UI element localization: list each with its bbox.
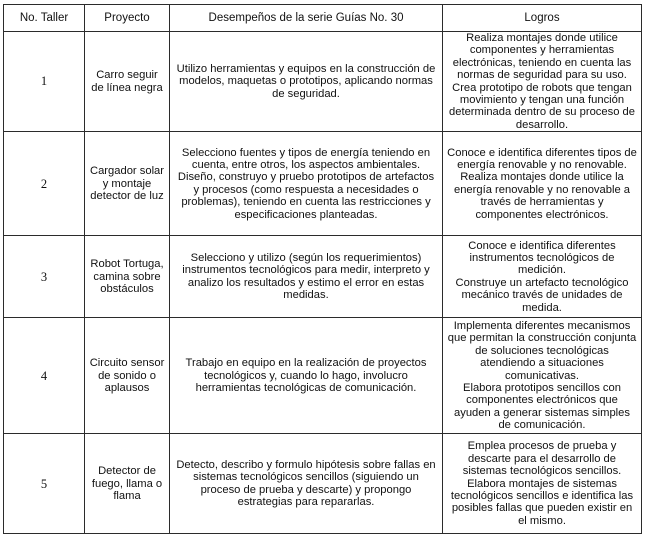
achievements-cell — [443, 434, 642, 534]
achievement-text: Elabora montajes de sistemas tecnológicos sencillos e identifica las posibles fallas que pueden existir en el mismo. — [450, 477, 634, 527]
performance-cell — [170, 32, 443, 132]
achievement-text: Realiza montajes donde utilice componentes y herramientas electrónicas, teniendo en cuenta las normas de seguridad para su uso. — [452, 32, 632, 82]
performance-cell — [170, 318, 443, 434]
workshop-number: 4 — [4, 318, 85, 434]
project-name: Circuito sensor de sonido o aplausos — [85, 318, 170, 434]
achievements-cell — [443, 132, 642, 236]
header-row — [4, 5, 642, 32]
header-no: No. Taller — [4, 5, 85, 32]
workshop-number: 1 — [4, 32, 85, 132]
performance-text: Selecciono fuentes y tipos de energía teniendo en cuenta, entre otros, los aspectos ambientales. — [181, 146, 431, 171]
table-row — [4, 434, 642, 534]
performance-cell — [170, 132, 443, 236]
table-row — [4, 32, 642, 132]
achievement-text: Emplea procesos de prueba y descarte para el desarrollo de sistemas tecnológicos sencillos. — [462, 440, 622, 478]
header-achievements: Logros — [443, 5, 642, 32]
achievement-text: Conoce e identifica diferentes tipos de energía renovable y no renovable. — [447, 146, 637, 171]
achievements-cell — [443, 318, 642, 434]
workshop-number: 3 — [4, 236, 85, 318]
performance-text: Utilizo herramientas y equipos en la construcción de modelos, maquetas o prototipos, aplicando normas de seguridad. — [176, 63, 436, 100]
achievement-text: Conoce e identifica diferentes instrumentos tecnológicos de medición. — [468, 239, 616, 277]
project-name: Cargador solar y montaje detector de luz — [85, 132, 170, 236]
performance-cell — [170, 236, 443, 318]
table-row — [4, 132, 642, 236]
workshop-number: 2 — [4, 132, 85, 236]
performance-text: Diseño, construyo y pruebo prototipos de artefactos y procesos (como respuesta a necesidades o problemas), teniendo en cuenta las restricciones y especificaciones planteadas. — [177, 171, 435, 221]
header-project: Proyecto — [85, 5, 170, 32]
curriculum-table — [3, 4, 642, 534]
workshop-number: 5 — [4, 434, 85, 534]
achievements-cell — [443, 32, 642, 132]
performance-text: Selecciono y utilizo (según los requerimientos) instrumentos tecnológicos para medir, interpreto y analizo los resultados y estimo el error en estas medidas. — [182, 251, 430, 302]
achievement-text: Elabora prototipos sencillos con componentes electrónicos que ayuden a generar sistemas simples de comunicación. — [454, 381, 630, 432]
achievements-cell — [443, 236, 642, 318]
header-performances: Desempeños de la serie Guías No. 30 — [170, 5, 443, 32]
achievement-text: Crea prototipo de robots que tengan movimiento y tengan una función determinada dentro de su proceso de desarrollo. — [449, 81, 635, 131]
achievement-text: Realiza montajes donde utilice la energía renovable y no renovable a través de herramientas y componentes electrónicos. — [453, 171, 631, 221]
project-name: Detector de fuego, llama o flama — [85, 434, 170, 534]
project-name: Robot Tortuga, camina sobre obstáculos — [85, 236, 170, 318]
achievement-text: Implementa diferentes mecanismos que permitan la construcción conjunta de soluciones tecnológicas atendiendo a situaciones comunicativas. — [447, 319, 637, 382]
table-row — [4, 318, 642, 434]
performance-text: Detecto, describo y formulo hipótesis sobre fallas en sistemas tecnológicos sencillos (siguiendo un proceso de prueba y descarte) y propongo estrategias para repararlas. — [176, 458, 436, 509]
performance-cell — [170, 434, 443, 534]
performance-text: Trabajo en equipo en la realización de proyectos tecnológicos y, cuando lo hago, involucro herramientas tecnológicas de comunicación. — [185, 357, 427, 394]
table-row — [4, 236, 642, 318]
achievement-text: Construye un artefacto tecnológico mecánico través de unidades de medida. — [455, 276, 629, 314]
project-name: Carro seguir de línea negra — [85, 32, 170, 132]
